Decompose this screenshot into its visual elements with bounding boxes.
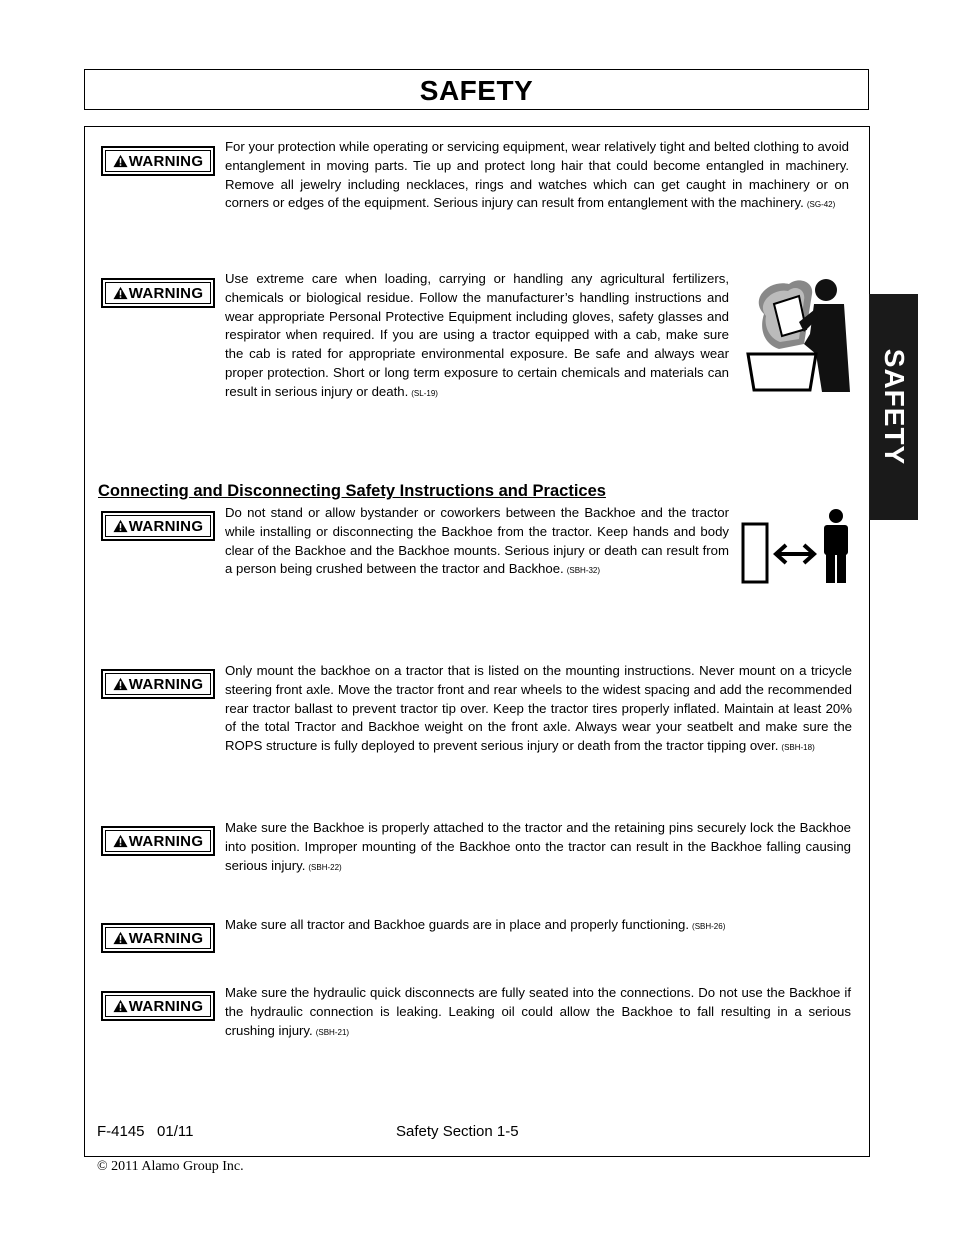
warning-code: (SBH-18) — [781, 743, 815, 753]
warning-code: (SL-19) — [411, 388, 438, 398]
warning-label: WARNING — [128, 832, 204, 850]
warning-badge — [101, 669, 215, 699]
page-number: Safety Section 1-5 — [396, 1123, 519, 1140]
warning-text: For your protection while operating or servicing equipment, wear relatively tight and belted clothing to avoid entanglement in moving parts. Tie up and protect long hair that could become entangled in machinery. Remove all jewelry including necklaces, rings and watches which can get caught in machinery or on corners or edges of the equipment. Serious injury can result from entanglement with the machinery. (SG-42) — [225, 139, 849, 211]
warning-badge — [101, 278, 215, 308]
warning-label: WARNING — [128, 675, 204, 693]
warning-text: Use extreme care when loading, carrying or handling any agricultural fertilizers, chemicals or biological residue. Follow the manufacturer’s handling instructions and wear appropriate Personal Protective Equipment including gloves, safety glasses and respirator when required. If you are using a tractor equipped with a cab, make sure the cab is rated for appropriate environmental exposure. Be safe and always wear proper protection. Short or long term exposure to certain chemicals and materials can result in serious injury or death. (SL-19) — [225, 271, 729, 399]
warning-label: WARNING — [128, 152, 204, 170]
warning-code: (SBH-21) — [315, 1027, 350, 1037]
side-tab-label: SAFETY — [878, 348, 910, 466]
chemical-handling-illustration — [744, 274, 854, 394]
warning-text: Only mount the backhoe on a tractor that is listed on the mounting instructions. Never mount on a tricycle steering front axle. Move the tractor front and rear wheels to the widest spacing and add the recommended rear tractor ballast to prevent tractor tip over. Keep the tractor tires properly inflated. Maintain at least 20% of the total Tractor and Backhoe weight on the front axle. Always wear your seatbelt and make sure the ROPS structure is fully deployed to prevent serious injury or death from the tractor tipping over. (SBH-18) — [225, 663, 852, 754]
warning-triangle-icon — [113, 999, 128, 1013]
warning-code: (SBH-26) — [692, 922, 726, 931]
page-header — [84, 69, 869, 110]
warning-badge — [101, 923, 215, 953]
copyright-notice: © 2011 Alamo Group Inc. — [97, 1159, 244, 1174]
crush-hazard-illustration — [740, 508, 855, 586]
warning-text: Make sure the Backhoe is properly attached to the tractor and the retaining pins securely lock the Backhoe into position. Improper mounting of the Backhoe onto the tractor can result in the Backhoe falling causing serious injury. (SBH-22) — [225, 820, 851, 873]
warning-text: Make sure the hydraulic quick disconnects are fully seated into the connections. Do not use the Backhoe if the hydraulic connection is leaking. Leaking oil could allow the Backhoe to fall resulting in a serious crushing injury. (SBH-21) — [225, 985, 851, 1038]
section-side-tab[interactable] — [869, 294, 918, 520]
warning-text: Do not stand or allow bystander or coworkers between the Backhoe and the tractor while installing or disconnecting the Backhoe from the tractor. Keep hands and body clear of the Backhoe and the Backhoe mounts. Serious injury or death can result from a person being crushed between the tractor and Backhoe. (SBH-32) — [225, 505, 729, 577]
warning-triangle-icon — [113, 931, 128, 945]
warning-badge — [101, 146, 215, 176]
warning-code: (SG-42) — [806, 200, 836, 210]
warning-triangle-icon — [113, 286, 128, 300]
warning-label: WARNING — [128, 929, 204, 947]
warning-text: Make sure all tractor and Backhoe guards are in place and properly functioning. (SBH-26) — [225, 917, 726, 932]
warning-label: WARNING — [128, 284, 204, 302]
warning-triangle-icon — [113, 154, 128, 168]
document-id: F-4145 01/11 — [97, 1123, 194, 1140]
warning-code: (SBH-32) — [566, 566, 601, 576]
warning-badge — [101, 991, 215, 1021]
page-title: SAFETY — [419, 75, 534, 106]
warning-triangle-icon — [113, 834, 128, 848]
warning-badge — [101, 511, 215, 541]
warning-label: WARNING — [128, 997, 204, 1015]
warning-code: (SBH-22) — [308, 862, 342, 872]
section-heading: Connecting and Disconnecting Safety Instructions and Practices — [98, 482, 606, 500]
warning-triangle-icon — [113, 519, 128, 533]
warning-triangle-icon — [113, 677, 128, 691]
warning-label: WARNING — [128, 517, 204, 535]
warning-badge — [101, 826, 215, 856]
